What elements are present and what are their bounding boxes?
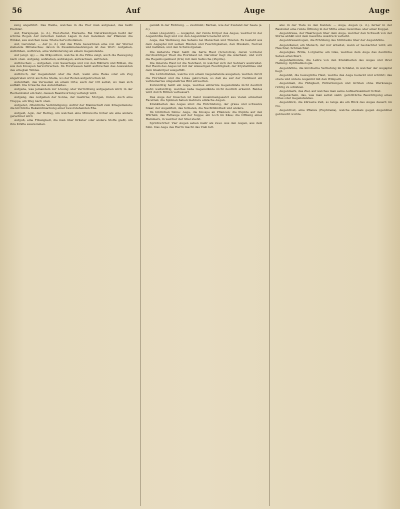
entry-paragraph: Aufenthalt, das Verweilen an einem Orte; auch der Ort selbst, wo man sich aufhält. Die Ursache des Aufenthaltes.: [10, 79, 133, 88]
entry-paragraph: sung angeführt. Das Weiße, welches in die Eier man aufgieset, das heißt Eierklar.: [10, 24, 133, 31]
entry-paragraph: Aufgeld, Agio, der Betrag, um welchen eine Münzsorte höher als eine andere gerechnet wird.: [10, 110, 133, 119]
entry-paragraph: Augendiener, ein Mensch, der nur arbeitet, wenn er beobachtet wird; ein Heuchler, Schmeichler.: [275, 42, 392, 51]
text-columns: [10, 24, 392, 506]
entry-paragraph: Aufgebot, öffentliche Verkündigung; Aufruf der Mannschaft zum Kriegsdienste; die kirchliche Bekanntmachung einer bevorstehenden Ehe.: [10, 102, 133, 111]
running-head-right: Auge: [368, 6, 390, 15]
entry-paragraph: Aufgang, das Aufgehen der Sonne, der Gestirne; Morgen, Osten. Auch eine Treppe, ein Weg nach oben.: [10, 95, 133, 103]
entry-paragraph: Im bildlichen Sinne: Auge, die Knospe an Pflanzen; die Punkte auf den Würfeln; das Fettauge auf der Suppe; ein Loch im Käse; die Öffnung eines Hammers, in welcher der Stiel steckt.: [145, 109, 263, 122]
entry-paragraph: Augenbraue, der Haarbogen über dem Auge, welcher den Schweiß von der Stirne abhält und dem Gesichte Ausdruck verleiht.: [275, 30, 392, 39]
entry-paragraph: Aufbruch, der Gegenstand oder die Zeit, wenn eine Reise oder ein Zug angetreten wird; auch die Stelle, wo der Boden aufgebrochen ist.: [10, 72, 133, 80]
entry-paragraph: gemäß in der Richtung. — zustimmt; Barben, wie der Zustand der Seele (s. d.).: [145, 24, 263, 31]
entry-paragraph: Augenglas, Brille, Lorgnette; ein Glas, welches dem Auge das deutliche Sehen erleichtert.: [275, 50, 392, 58]
entry-paragraph: Das Auge der Insecten ist meist zusammengesetzt aus vielen einzelnen Facetten; die Spinnen haben mehrere einfache Augen.: [145, 94, 263, 103]
running-header: [10, 6, 392, 21]
entry-paragraph: Kurzsichtig heißt ein Auge, welches entfernte Gegenstände nicht deutlich sieht; weitsichtig, welches nahe Gegenstände nicht deutlich erkennt. Beides wird durch Brillen verbessert.: [145, 83, 263, 95]
running-head-left: Auf: [126, 6, 141, 15]
entry-paragraph: Aufbrechen; — Aufgehen, vom Sauerteige und von den Blättern und Blüten, die aus den Knospen hervorbrechen. Im Forstwesen heißt aufbrechen das Ausweiden des erlegten Wildes.: [10, 60, 133, 72]
entry-paragraph: Augenmaß, die Fähigkeit, Entfernungen und Größen ohne Werkzeuge richtig zu schätzen.: [275, 80, 392, 89]
entry-paragraph: Auf, Eierspiegel, (s. d.), Eier-Zierat, Eierseite. Bei Naturkundigen heißt der schöne Bogen Auf zwischen beiden Lagen in den Gelenken der Pflanzen die Winkel, aus welchen neue Triebe hervorkommen.: [10, 30, 133, 42]
entry-paragraph: Die äußerste Haut heißt die harte Haut (Sclerotica), deren vorderer durchsichtiger Theil die Hornhaut ist. Darunter liegt die Aderhaut, und vorn die Regenbogenhaut (Iris) mit dem Sehloche (Pupille).: [145, 49, 263, 61]
entry-paragraph: Augenheilkunde, die Lehre von den Krankheiten des Auges und ihrer Heilung; Ophthalmologie.: [275, 57, 392, 66]
entry-paragraph: Augentrost, eine Pflanze (Euphrasia), welche ehemals gegen Augenübel gebraucht wurde.: [275, 108, 392, 116]
entry-paragraph: Augenmerk, das Ziel, auf welches man seine Aufmerksamkeit richtet.: [279, 88, 382, 93]
entry-paragraph: Die Lichtstrahlen, welche von einem Gegenstande ausgehen, werden durch die Hornhaut und die Linse gebrochen, so daß sie auf der Netzhaut ein verkleinertes umgekehrtes Bild entwerfen.: [145, 72, 263, 84]
entry-paragraph: Augenblick, die kürzeste Zeit, so lange als ein Blick des Auges dauert; im Nu.: [275, 100, 392, 109]
entry-paragraph: also in der Tiefe zu den Kanten; — Auge, Augen (s. d.), ferner in der Baukunst eine runde Öffnung in der Mitte eines Gewölbes oder einer Kuppel.: [275, 24, 392, 31]
entry-paragraph: Anlen (Augenlid), — Augapfel, der runde Körper des Auges, welcher in der Augenhöhle liegt und von den Augenlidern bedeckt wird.: [145, 30, 263, 39]
entry-paragraph: Augenhöhle, die knöcherne Vertiefung im Schädel, in welcher der Augapfel liegt.: [275, 65, 392, 74]
column-middle: [140, 24, 263, 506]
entry-paragraph: Augenschein, das, was man selbst sieht; gerichtliche Besichtigung eines Ortes oder Gegenstandes.: [275, 92, 392, 101]
entry-paragraph: Auf (engl. up) — die Präposition, welche in die Höhe zeigt, auch die Bewegung nach oben. Aufgang, aufstehen, aufsteigen, aufwachsen, auftreten.: [10, 53, 133, 61]
entry-paragraph: Die innerste Haut ist die Netzhaut, in welcher sich der Sehnerv ausbreitet. Der Raum des Auges ist mit der wässerigen Feuchtigkeit, der Krystalllinse und dem Glaskörper ausgefüllt.: [145, 60, 263, 72]
entry-paragraph: Augenbrauenbogen, die Erhöhung des Stirnbeins über der Augenhöhle.: [279, 38, 385, 43]
entry-paragraph: Auf, Gerundet. — Auf (s. d.) und das Ende bezeichnen eine von der Wurzel stehende Mittelachse; davon in Zusammensetzungen ist das Wort: Aufgehen, Aufblühen, Aufhören, eine Veränderung an einem Gegenstande.: [10, 41, 133, 54]
running-head-center: Auge: [244, 6, 266, 15]
entry-paragraph: Auge, das Werkzeug des Sehens bei Menschen und Thieren. Es besteht aus dem Augapfel mit seinen Häuten und Feuchtigkeiten, den Muskeln, Nerven und Gefäßen, und den Schutzorganen.: [145, 38, 263, 50]
page-number: 56: [12, 6, 23, 15]
column-left: [10, 24, 133, 506]
entry-paragraph: Aufguß, eine Flüssigkeit, die man über Kräuter oder andere Stoffe gießt, um ihre Kräfte auszuziehen.: [10, 118, 133, 126]
entry-paragraph: Krankheiten des Auges sind: die Entzündung, der graue und schwarze Staar, der Augenfluß, das Schielen, die Nachtblindheit und andere.: [145, 102, 263, 110]
entry-paragraph: Augenlid, die bewegliche Haut, welche das Auge bedeckt und schützt; das obere und untere Augenlid mit den Wimpern.: [275, 73, 392, 81]
entry-paragraph: Aufgabe, was jemandem zur Lösung oder Verrichtung aufgegeben wird; in der Rechenkunst ein Satz, dessen Beantwortung verlangt wird.: [10, 87, 133, 95]
entry-paragraph: Sprichwörter: Vier Augen sehen mehr als zwei. Aus den Augen, aus dem Sinn. Das Auge des Herrn macht das Vieh fett.: [145, 121, 263, 129]
column-right: [269, 24, 392, 506]
